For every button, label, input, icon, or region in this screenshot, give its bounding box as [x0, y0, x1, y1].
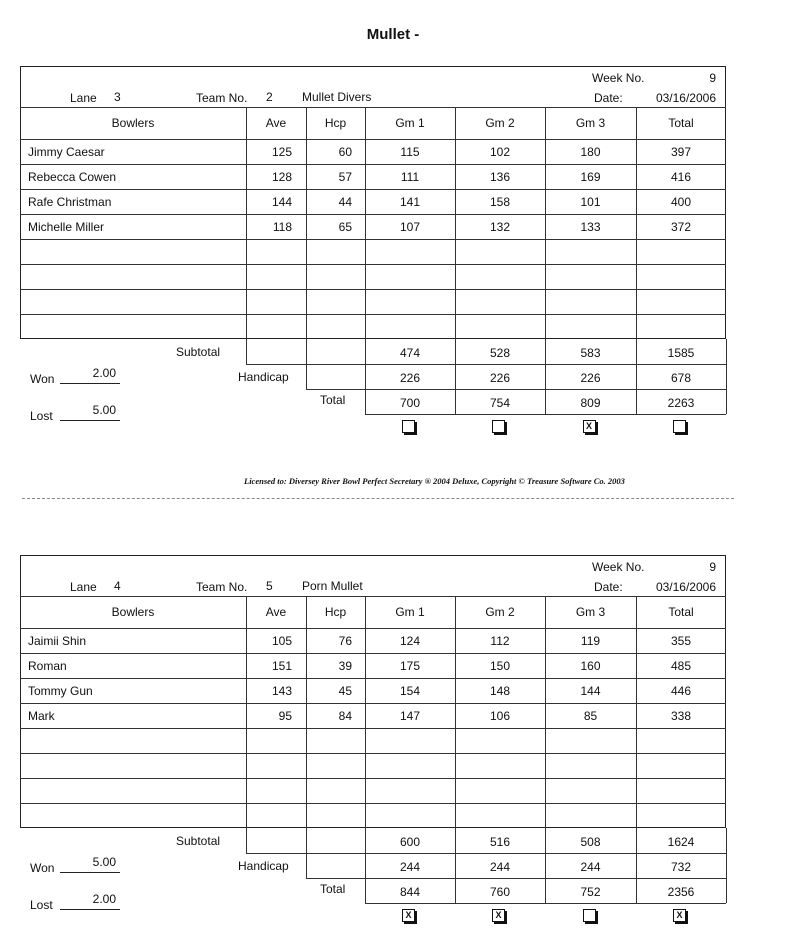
bowler-gm3: 169 [580, 170, 601, 184]
column-header-hcp: Hcp [324, 605, 347, 619]
bowler-total: 416 [670, 170, 692, 184]
bowler-gm2: 148 [489, 684, 511, 698]
bowler-gm2: 106 [489, 709, 511, 723]
summary-line [365, 414, 726, 415]
week-number: 9 [709, 71, 716, 85]
lane-label: Lane [70, 580, 97, 594]
summary-line [306, 389, 726, 390]
subtotal-gm2: 528 [489, 346, 511, 360]
bowler-ave: 143 [271, 684, 292, 698]
bowler-gm3: 119 [580, 634, 601, 648]
lost-underline [60, 420, 120, 421]
handicap-gm2: 226 [489, 371, 511, 385]
bowler-ave: 151 [271, 659, 292, 673]
subtotal-gm1: 474 [399, 346, 421, 360]
row-separator [20, 753, 726, 754]
row-separator [20, 289, 726, 290]
totals-total: 2356 [667, 885, 695, 899]
game-checkbox[interactable]: X [673, 909, 686, 922]
game-checkbox[interactable]: X [583, 420, 596, 433]
row-separator [20, 728, 726, 729]
summary-vline [246, 828, 247, 853]
lost-label: Lost [30, 409, 53, 423]
bowler-gm1: 115 [400, 145, 420, 159]
bowler-total: 397 [670, 145, 692, 159]
won-label: Won [30, 861, 55, 875]
bowler-hcp: 65 [338, 220, 352, 234]
subtotal-gm2: 516 [489, 835, 511, 849]
summary-vline [246, 339, 247, 364]
bowler-gm2: 112 [490, 634, 510, 648]
game-checkbox[interactable] [492, 420, 505, 433]
row-separator [20, 314, 726, 315]
subtotal-label: Subtotal [176, 834, 221, 848]
bowler-hcp: 44 [338, 195, 352, 209]
totals-gm2: 754 [489, 396, 511, 410]
bowler-gm1: 141 [399, 195, 421, 209]
lane-number: 3 [114, 90, 121, 104]
handicap-gm2: 244 [489, 860, 511, 874]
column-header-hcp: Hcp [324, 116, 347, 130]
handicap-gm3: 244 [580, 860, 601, 874]
won-label: Won [30, 372, 55, 386]
bowler-name: Jaimii Shin [28, 634, 87, 648]
bowler-name: Michelle Miller [28, 220, 105, 234]
bowler-hcp: 39 [338, 659, 352, 673]
subtotal-gm3: 583 [580, 346, 601, 360]
bowler-name: Rafe Christman [28, 195, 112, 209]
bowler-total: 485 [670, 659, 692, 673]
row-separator [20, 703, 726, 704]
row-separator [20, 803, 726, 804]
bowler-ave: 105 [271, 634, 292, 648]
bowler-total: 355 [670, 634, 692, 648]
bowler-name: Rebecca Cowen [28, 170, 117, 184]
bowler-gm2: 150 [489, 659, 511, 673]
header-separator [20, 596, 726, 597]
team-number: 2 [266, 90, 273, 104]
bowler-name: Roman [28, 659, 67, 673]
won-value: 2.00 [92, 366, 116, 380]
row-separator [20, 678, 726, 679]
lost-label: Lost [30, 898, 53, 912]
bowler-hcp: 60 [338, 145, 352, 159]
game-checkbox[interactable] [673, 420, 686, 433]
date-label: Date: [594, 91, 623, 105]
subtotal-total: 1624 [667, 835, 695, 849]
date-value: 03/16/2006 [655, 91, 716, 105]
week-label: Week No. [592, 560, 645, 574]
summary-vline [306, 339, 307, 389]
bowler-gm2: 132 [489, 220, 511, 234]
bowler-gm1: 124 [399, 634, 421, 648]
bowler-gm3: 133 [580, 220, 601, 234]
lost-value: 2.00 [92, 892, 116, 906]
won-underline [60, 872, 120, 873]
summary-vline [306, 828, 307, 878]
handicap-label: Handicap [238, 859, 289, 873]
column-header-bowlers: Bowlers [111, 116, 155, 130]
bowler-gm3: 180 [580, 145, 601, 159]
bowler-ave: 95 [278, 709, 292, 723]
week-label: Week No. [592, 71, 645, 85]
game-checkbox[interactable]: X [402, 909, 415, 922]
totals-total: 2263 [667, 396, 695, 410]
team-name: Porn Mullet [302, 579, 363, 593]
total-label: Total [320, 393, 346, 407]
team-name: Mullet Divers [302, 90, 372, 104]
bowler-gm1: 107 [399, 220, 421, 234]
divider [22, 498, 734, 499]
team-no-label: Team No. [196, 580, 248, 594]
column-header-ave: Ave [265, 116, 287, 130]
handicap-label: Handicap [238, 370, 289, 384]
bowler-gm1: 175 [399, 659, 421, 673]
bowler-gm3: 144 [580, 684, 601, 698]
bowler-name: Mark [28, 709, 55, 723]
bowler-gm2: 136 [489, 170, 511, 184]
bowler-hcp: 45 [338, 684, 352, 698]
subtotal-gm1: 600 [399, 835, 421, 849]
column-header-gm-2: Gm 2 [485, 116, 515, 130]
summary-line [306, 878, 726, 879]
bowler-total: 338 [670, 709, 692, 723]
column-header-ave: Ave [265, 605, 287, 619]
bowler-gm3: 101 [580, 195, 601, 209]
column-header-gm-3: Gm 3 [575, 605, 606, 619]
column-header-bowlers: Bowlers [111, 605, 155, 619]
subtotal-total: 1585 [667, 346, 695, 360]
lost-value: 5.00 [92, 403, 116, 417]
bowler-gm2: 158 [489, 195, 511, 209]
won-underline [60, 383, 120, 384]
game-checkbox[interactable] [402, 420, 415, 433]
won-value: 5.00 [92, 855, 116, 869]
handicap-total: 732 [670, 860, 692, 874]
summary-vline [726, 339, 727, 414]
bowler-gm1: 147 [399, 709, 421, 723]
total-label: Total [320, 882, 346, 896]
lane-label: Lane [70, 91, 97, 105]
week-number: 9 [709, 560, 716, 574]
lost-underline [60, 909, 120, 910]
bowler-hcp: 84 [338, 709, 352, 723]
row-separator [20, 189, 726, 190]
summary-vline [726, 828, 727, 903]
team-number: 5 [266, 579, 273, 593]
lane-number: 4 [114, 579, 121, 593]
bowler-name: Jimmy Caesar [28, 145, 105, 159]
row-separator [20, 164, 726, 165]
handicap-total: 678 [670, 371, 692, 385]
column-header-gm-2: Gm 2 [485, 605, 515, 619]
totals-gm1: 700 [399, 396, 421, 410]
game-checkbox[interactable]: X [492, 909, 505, 922]
bowler-gm3: 160 [580, 659, 601, 673]
bowler-gm3: 85 [583, 709, 598, 723]
bowler-total: 372 [670, 220, 692, 234]
team-no-label: Team No. [196, 91, 248, 105]
column-header-total: Total [668, 605, 694, 619]
bowler-hcp: 76 [338, 634, 352, 648]
bowler-ave: 125 [271, 145, 292, 159]
row-separator [20, 214, 726, 215]
row-separator [20, 264, 726, 265]
bowler-gm1: 111 [400, 170, 420, 184]
row-separator [20, 239, 726, 240]
row-separator [20, 778, 726, 779]
row-separator [20, 628, 726, 629]
totals-gm1: 844 [399, 885, 421, 899]
license-text: Licensed to: Diversey River Bowl Perfect Secretary ® 2004 Deluxe, Copyright © Treasure Software Co. 2003 [244, 476, 625, 486]
column-header-total: Total [668, 116, 694, 130]
bowler-ave: 128 [271, 170, 292, 184]
page-title: Mullet - [366, 26, 420, 43]
summary-line [365, 903, 726, 904]
totals-gm2: 760 [489, 885, 511, 899]
row-separator [20, 653, 726, 654]
game-checkbox[interactable] [583, 909, 596, 922]
summary-line [246, 364, 726, 365]
handicap-gm1: 226 [399, 371, 421, 385]
bowler-ave: 118 [272, 220, 292, 234]
bowler-total: 446 [670, 684, 692, 698]
handicap-gm1: 244 [399, 860, 421, 874]
subtotal-label: Subtotal [176, 345, 221, 359]
bowler-ave: 144 [271, 195, 292, 209]
header-separator [20, 107, 726, 108]
bowler-gm2: 102 [489, 145, 511, 159]
totals-gm3: 809 [580, 396, 601, 410]
bowler-gm1: 154 [399, 684, 421, 698]
column-header-gm-3: Gm 3 [575, 116, 606, 130]
bowler-total: 400 [670, 195, 692, 209]
column-header-gm-1: Gm 1 [395, 116, 425, 130]
bowler-hcp: 57 [338, 170, 352, 184]
column-header-gm-1: Gm 1 [395, 605, 425, 619]
subtotal-gm3: 508 [580, 835, 601, 849]
handicap-gm3: 226 [580, 371, 601, 385]
totals-gm3: 752 [580, 885, 601, 899]
bowler-name: Tommy Gun [28, 684, 93, 698]
date-value: 03/16/2006 [655, 580, 716, 594]
row-separator [20, 139, 726, 140]
date-label: Date: [594, 580, 623, 594]
summary-line [246, 853, 726, 854]
